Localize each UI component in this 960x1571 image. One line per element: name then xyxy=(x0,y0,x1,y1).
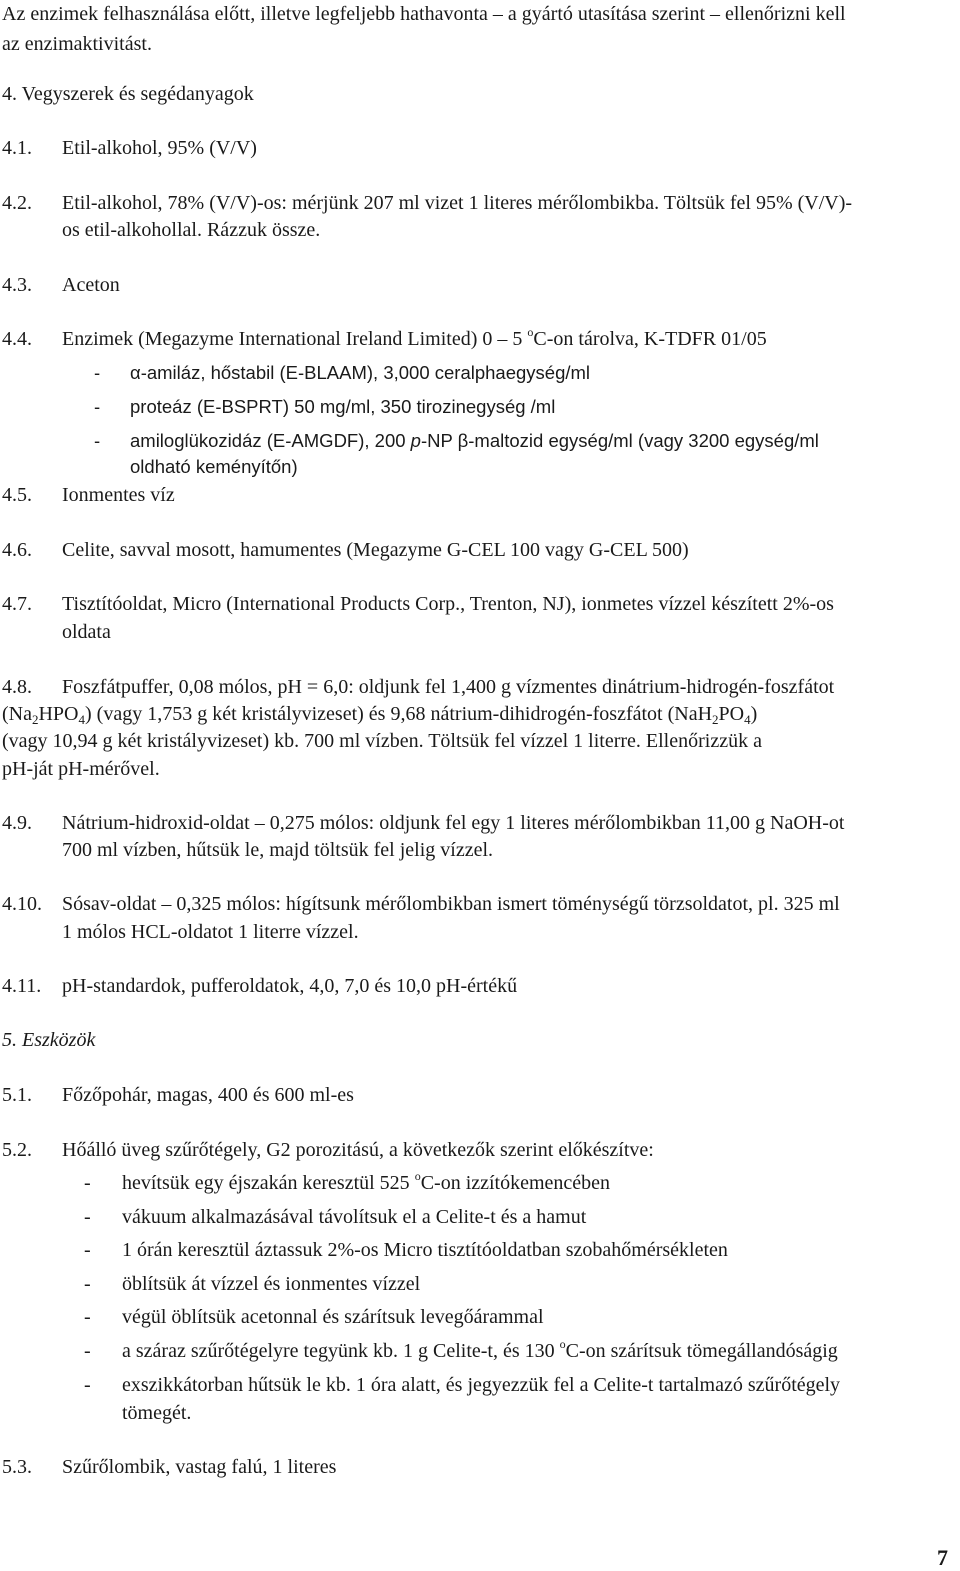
item-4-9-line-2: 700 ml vízben, hűtsük le, majd töltsük fel jelig vízzel. xyxy=(62,839,494,861)
item-4-8-line-3 xyxy=(2,731,954,751)
prep-step-7-line-2: tömegét. xyxy=(122,1402,192,1424)
prep-step-1-pre: hevítsük egy éjszakán keresztül 525 xyxy=(122,1172,415,1194)
item-4-8-line-2 xyxy=(2,703,954,727)
subscript: 2 xyxy=(31,712,39,727)
prep-step-7-text-1: exszikkátorban hűtsük le kb. 1 óra alatt, és jegyezzük fel a Celite-t tartalmazó szűrőtégely xyxy=(122,1374,841,1396)
item-4-6-text: Celite, savval mosott, hamumentes (Megazyme G-CEL 100 vagy G-CEL 500) xyxy=(62,539,689,561)
prep-step-1 xyxy=(122,1169,611,1194)
item-4-7-number: 4.7. xyxy=(2,593,32,615)
enzyme-item-3-line-1 xyxy=(130,432,954,451)
intro-line-1 xyxy=(2,4,954,24)
item-4-11-text: pH-standardok, pufferoldatok, 4,0, 7,0 és 10,0 pH-értékű xyxy=(62,975,518,997)
bullet-dash: - xyxy=(84,1206,91,1228)
item-4-10-line-1 xyxy=(62,894,954,914)
item-4-6-number: 4.6. xyxy=(2,539,32,561)
item-4-4-text-pre: Enzimek (Megazyme International Ireland Limited) 0 – 5 xyxy=(62,328,528,350)
item-4-7-text-1: Tisztítóoldat, Micro (International Products Corp., Trenton, NJ), ionmetes vízzel készített 2%-os xyxy=(62,593,834,615)
bullet-dash: - xyxy=(84,1340,91,1362)
item-4-9-text-1: Nátrium-hidroxid-oldat – 0,275 mólos: oldjunk fel egy 1 literes mérőlombikban 11,00 g NaOH-ot xyxy=(62,812,845,834)
prep-step-6-post: C-on szárítsuk tömegállandóságig xyxy=(565,1340,838,1362)
item-4-9-line-1 xyxy=(62,813,954,833)
enzyme-item-3-line-2: oldható keményítőn) xyxy=(130,456,298,477)
formula-hpo: HPO xyxy=(38,703,79,725)
item-4-8-text-3: (vagy 10,94 g két kristályvizeset) kb. 700 ml vízben. Töltsük fel vízzel 1 literre. Ellenőrizzük a xyxy=(2,730,762,752)
bullet-dash: - xyxy=(94,362,101,383)
item-4-10-number: 4.10. xyxy=(2,893,42,915)
item-4-2-number: 4.2. xyxy=(2,192,32,214)
formula-na2hpo4-open: (Na xyxy=(2,703,32,725)
item-4-1-text: Etil-alkohol, 95% (V/V) xyxy=(62,137,257,159)
item-4-8-line-1 xyxy=(62,677,954,697)
item-4-8-text-1: Foszfátpuffer, 0,08 mólos, pH = 6,0: oldjunk fel 1,400 g vízmentes dinátrium-hidrogén-foszfátot xyxy=(62,676,835,698)
item-4-5-text: Ionmentes víz xyxy=(62,484,175,506)
intro-text-2: az enzimaktivitást. xyxy=(2,33,152,55)
item-4-4-text xyxy=(62,325,767,350)
intro-text-1: Az enzimek felhasználása előtt, illetve legfeljebb hathavonta – a gyártó utasítása szerint – ellenőrizni kell xyxy=(2,3,846,25)
item-5-2-text: Hőálló üveg szűrőtégely, G2 porozitású, a következők szerint előkészítve: xyxy=(62,1139,654,1161)
enzyme-item-3-pre: amiloglükozidáz (E-AMGDF), 200 xyxy=(130,430,411,451)
subscript: 2 xyxy=(712,712,719,727)
prep-step-5: végül öblítsük acetonnal és szárítsuk levegőárammal xyxy=(122,1306,544,1328)
bullet-dash: - xyxy=(84,1239,91,1261)
enzyme-item-1: α-amiláz, hőstabil (E-BLAAM), 3,000 ceralphaegység/ml xyxy=(130,362,591,383)
item-4-3-number: 4.3. xyxy=(2,274,32,296)
prep-step-2: vákuum alkalmazásával távolítsuk el a Celite-t és a hamut xyxy=(122,1206,587,1228)
bullet-dash: - xyxy=(84,1172,91,1194)
item-4-8-text-2: ) (vagy 1,753 g két kristályvizeset) és 9,68 nátrium-dihidrogén-foszfátot (NaH xyxy=(85,703,713,725)
degree-sign: o xyxy=(414,1169,421,1183)
item-5-1-number: 5.1. xyxy=(2,1084,32,1106)
prep-step-1-post: C-on izzítókemencében xyxy=(420,1172,611,1194)
bullet-dash: - xyxy=(84,1374,91,1396)
item-4-9-number: 4.9. xyxy=(2,812,32,834)
formula-po: PO xyxy=(718,703,745,725)
enzyme-item-2: proteáz (E-BSPRT) 50 mg/ml, 350 tirozinegység /ml xyxy=(130,396,556,417)
prep-step-6-pre: a száraz szűrőtégelyre tegyünk kb. 1 g Celite-t, és 130 xyxy=(122,1340,560,1362)
bullet-dash: - xyxy=(94,396,101,417)
intro-line-2 xyxy=(2,34,152,54)
enzyme-item-3-post: -NP β-maltozid egység/ml (vagy 3200 egység/ml xyxy=(420,430,819,451)
section-4-heading: 4. Vegyszerek és segédanyagok xyxy=(2,83,254,105)
item-4-2-line-2: os etil-alkohollal. Rázzuk össze. xyxy=(62,219,321,241)
prep-step-4: öblítsük át vízzel és ionmentes vízzel xyxy=(122,1273,421,1295)
item-4-8-line-4: pH-ját pH-mérővel. xyxy=(2,758,160,780)
item-4-11-number: 4.11. xyxy=(2,975,42,997)
item-4-7-line-2: oldata xyxy=(62,621,111,643)
formula-close: ) xyxy=(750,703,758,725)
section-5-heading: 5. Eszközök xyxy=(2,1029,96,1051)
bullet-dash: - xyxy=(84,1306,91,1328)
item-4-7-line-1 xyxy=(62,594,954,614)
item-4-1-number: 4.1. xyxy=(2,137,32,159)
item-5-1-text: Főzőpohár, magas, 400 és 600 ml-es xyxy=(62,1084,354,1106)
item-4-4-number: 4.4. xyxy=(2,328,32,350)
item-4-10-text-1: Sósav-oldat – 0,325 mólos: hígítsunk mérőlombikban ismert töménységű törzsoldatot, pl. 325 ml xyxy=(62,893,840,915)
item-5-2-number: 5.2. xyxy=(2,1139,32,1161)
item-4-5-number: 4.5. xyxy=(2,484,32,506)
bullet-dash: - xyxy=(94,430,101,451)
degree-sign: o xyxy=(527,325,534,339)
bullet-dash: - xyxy=(84,1273,91,1295)
item-4-2-line-1: Etil-alkohol, 78% (V/V)-os: mérjünk 207 ml vizet 1 literes mérőlombikba. Töltsük fel 95% (V/V)- xyxy=(62,192,853,214)
prep-step-3: 1 órán keresztül áztassuk 2%-os Micro tisztítóoldatban szobahőmérsékleten xyxy=(122,1239,728,1261)
enzyme-item-3-text xyxy=(130,432,819,451)
item-5-3-text: Szűrőlombik, vastag falú, 1 literes xyxy=(62,1456,337,1478)
prep-step-6-text xyxy=(122,1337,838,1362)
item-4-8-number: 4.8. xyxy=(2,676,32,698)
item-4-3-text: Aceton xyxy=(62,274,120,296)
prep-step-7-line-1 xyxy=(122,1375,954,1395)
prep-step-6 xyxy=(122,1337,952,1362)
enzyme-item-3-p: p xyxy=(410,430,421,451)
subscript: 4 xyxy=(78,712,85,727)
item-4-4-text-post: C-on tárolva, K-TDFR 01/05 xyxy=(533,328,767,350)
subscript: 4 xyxy=(744,712,751,727)
item-5-3-number: 5.3. xyxy=(2,1456,32,1478)
item-4-10-line-2: 1 mólos HCL-oldatot 1 literre vízzel. xyxy=(62,921,359,943)
degree-sign: o xyxy=(559,1337,566,1351)
page-number: 7 xyxy=(937,1545,948,1570)
